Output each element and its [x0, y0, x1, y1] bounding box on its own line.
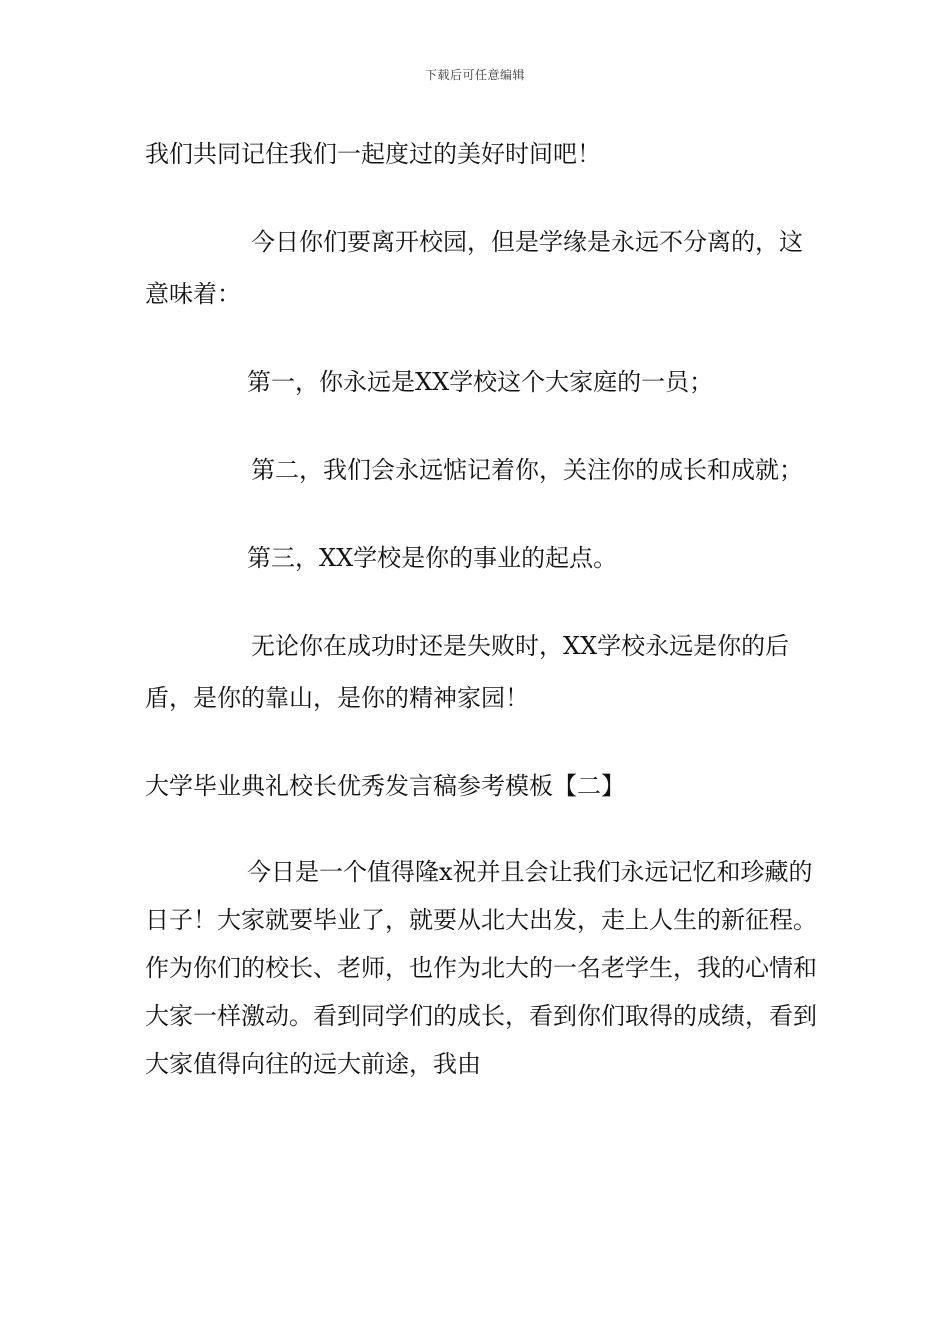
document-body: [145, 128, 820, 1088]
section-title: 大学毕业典礼校长优秀发言稿参考模板【二】: [145, 772, 625, 800]
paragraph-closing-line: 我们共同记住我们一起度过的美好时间吧！: [145, 140, 601, 168]
paragraph-point-three: 第三，XX学校是你的事业的起点。: [247, 544, 618, 572]
paragraph-point-one: 第一，你永远是XX学校这个大家庭的一员；: [247, 368, 714, 396]
paragraph-support: 无论你在成功时还是失败时，XX学校永远是你的后盾，是你的靠山，是你的精神家园！: [145, 632, 790, 712]
paragraph-point-two: 第二，我们会永远惦记着你，关注你的成长和成就；: [251, 456, 803, 484]
page-header-note: 下载后可任意编辑: [424, 68, 525, 82]
paragraph-speech-two: 今日是一个值得隆x祝并且会让我们永远记忆和珍藏的日子！大家就要毕业了，就要从北大出发，走上人生的新征程。作为你们的校长、老师，也作为北大的一名老学生，我的心情和大家一样激动。看到同学们的成长，看到你们取得的成绩，看到大家值得向往的远大前途，我由: [145, 858, 817, 1078]
paragraph-farewell: 今日你们要离开校园，但是学缘是永远不分离的，这意味着：: [145, 228, 803, 308]
